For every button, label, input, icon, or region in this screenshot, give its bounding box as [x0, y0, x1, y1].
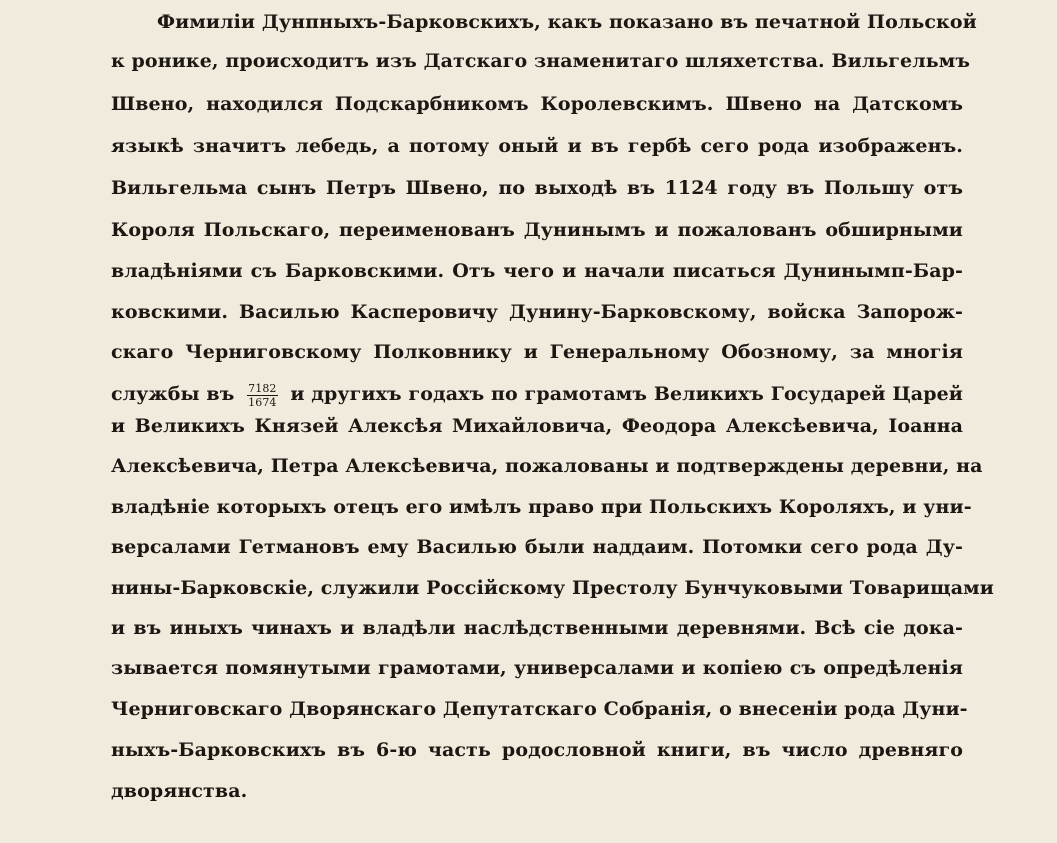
- text-line: скаго Черниговскому Полковнику и Генеральному Обозному, за многiя: [111, 341, 963, 363]
- text-line: ковскими. Василью Касперовичу Дунину-Барковскому, войска Запорож-: [111, 301, 963, 323]
- text-line: Алексѣевича, Петра Алексѣевича, пожалованы и подтверждены деревни, на: [111, 455, 983, 477]
- text-line: владѣнiе которыхъ отецъ его имѣлъ право при Польскихъ Короляхъ, и уни-: [111, 496, 972, 518]
- text-line: зывается помянутыми грамотами, универсалами и копiею съ опредѣленiя: [111, 657, 963, 679]
- text-line: нины-Барковскiе, служили Россiйскому Престолу Бунчуковыми Товарищами: [111, 577, 994, 599]
- fraction-numerator: 7182: [248, 381, 277, 395]
- line-segment: и другихъ годахъ по грамотамъ Великихъ Государей Царей: [290, 383, 963, 405]
- text-line: дворянства.: [111, 780, 248, 802]
- text-line: Черниговскаго Дворянскаго Депутатскаго Собранiя, о внесенiи рода Дуни-: [111, 698, 968, 720]
- text-line: Короля Польскаго, переименованъ Дунинымъ и пожалованъ обширными: [111, 219, 963, 241]
- text-line: владѣнiями съ Барковскими. Отъ чего и начали писаться Дунинымп-Бар-: [111, 260, 963, 282]
- text-line: Вильгельма сынъ Петръ Швено, по выходѣ въ 1124 году въ Польшу отъ: [111, 177, 963, 199]
- text-line: ныхъ-Барковскихъ въ 6-ю часть родословной книги, въ число древняго: [111, 739, 963, 761]
- text-line: и Великихъ Князей Алексѣя Михайловича, Феодора Алексѣевича, Iоанна: [111, 415, 963, 437]
- line-segment: службы въ: [111, 383, 235, 405]
- text-line: Фимилiи Дунпныхъ-Барковскихъ, какъ показано въ печатной Польской: [157, 11, 977, 33]
- text-line: к ронике, происходитъ изъ Датскаго знаменитаго шляхетства. Вильгельмъ: [111, 50, 971, 72]
- text-line: версалами Гетмановъ ему Василью были наддаим. Потомки сего рода Ду-: [111, 536, 963, 558]
- fraction-denominator: 1674: [248, 395, 277, 409]
- text-line: Швено, находился Подскарбникомъ Королевскимъ. Швено на Датскомъ: [111, 93, 963, 115]
- text-line: и въ иныхъ чинахъ и владѣли наслѣдственными деревнями. Всѣ сiе дока-: [111, 617, 963, 639]
- text-line: языкѣ значитъ лебедь, а потому оный и въ гербѣ сего рода изображенъ.: [111, 135, 963, 157]
